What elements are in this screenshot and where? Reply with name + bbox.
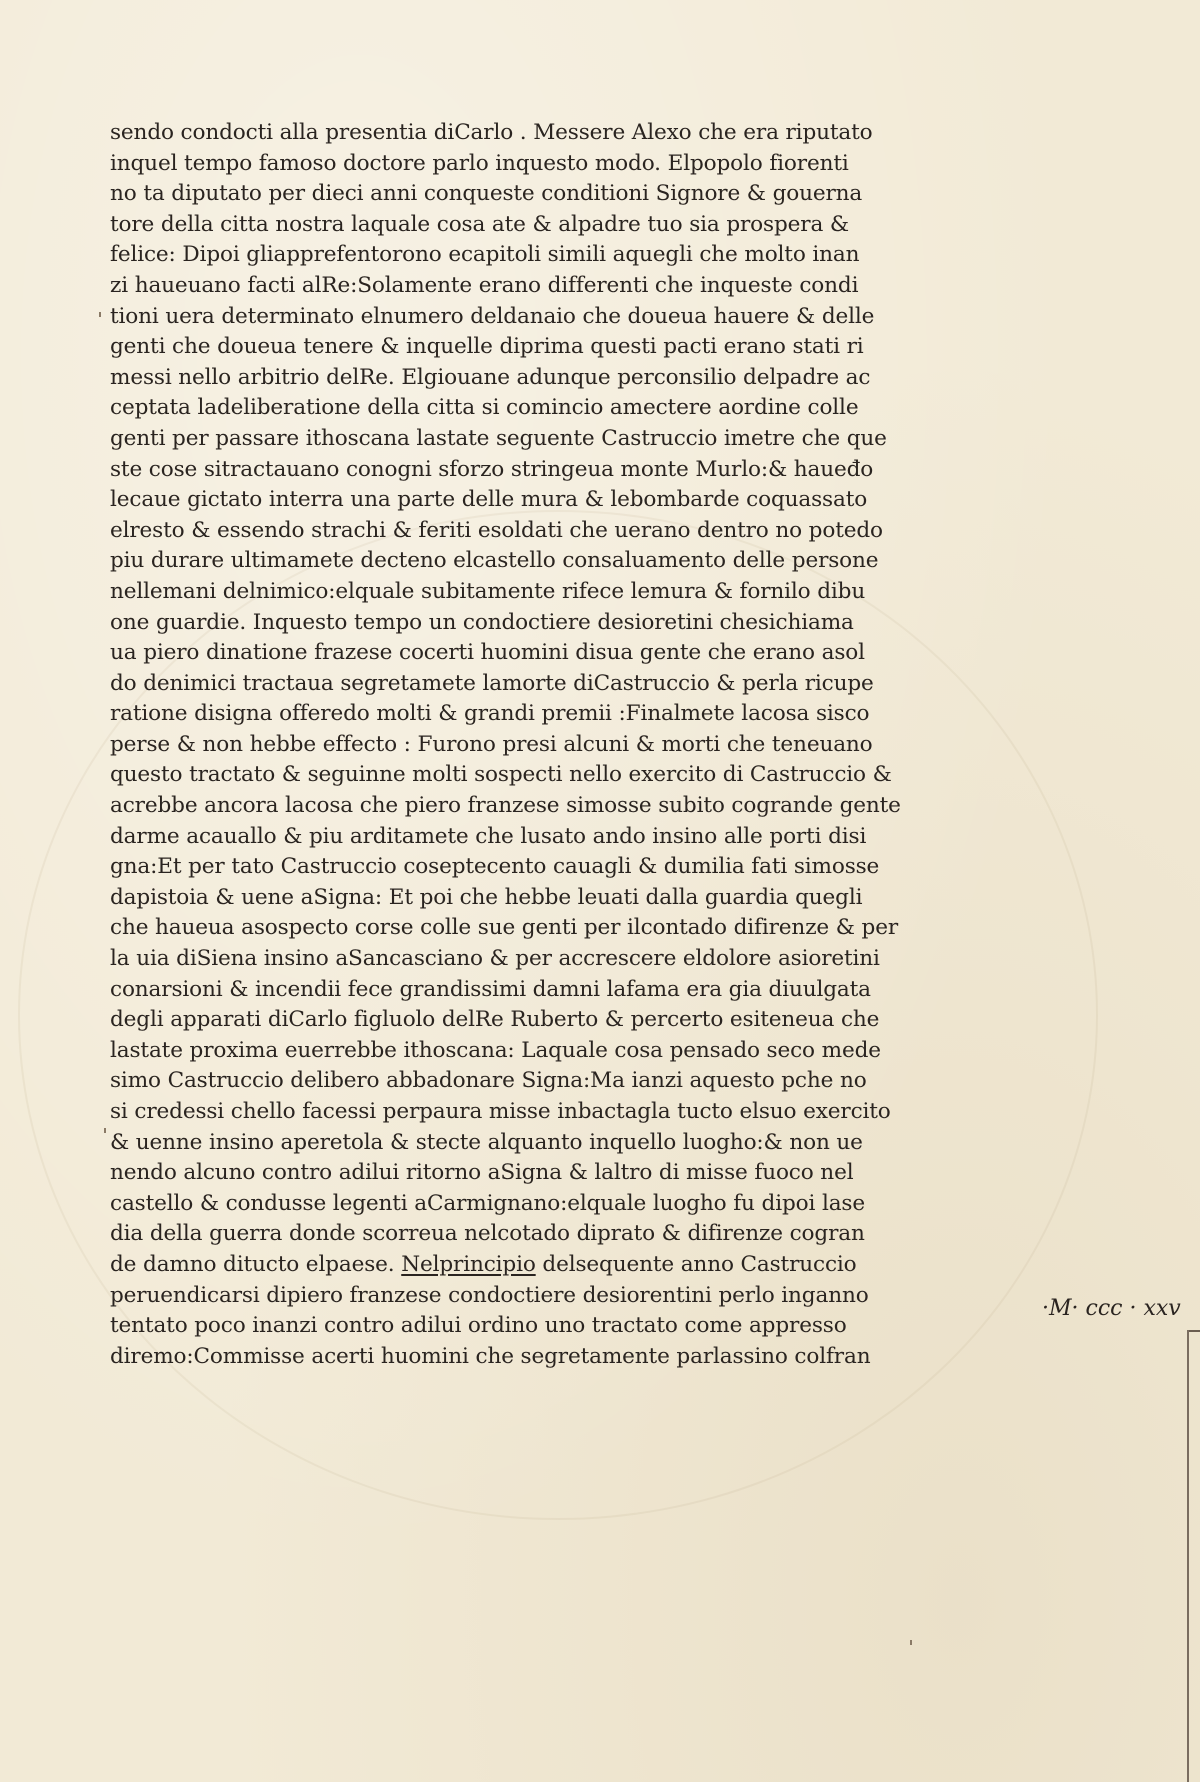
text-line: nendo alcuno contro adilui ritorno aSigna & laltro di misse fuoco nel	[110, 1160, 854, 1186]
text-line: inquel tempo famoso doctore parlo inquesto modo. Elpopolo fiorenti	[110, 150, 849, 176]
text-line: zi haueuano facti alRe:Solamente erano differenti che inqueste condi	[110, 272, 859, 298]
text-line: one guardie. Inquesto tempo un condoctiere desioretini chesichiama	[110, 609, 854, 635]
text-line: ceptata ladeliberatione della citta si comincio amectere aordine colle	[110, 395, 859, 421]
text-line: ua piero dinatione frazese cocerti huomini disua gente che erano asol	[110, 640, 865, 666]
paper-speck	[99, 312, 101, 317]
text-line: diremo:Commisse acerti huomini che segretamente parlassino colfran	[110, 1343, 871, 1369]
text-line: nellemani delnimico:elquale subitamente rifece lemura & fornilo dibu	[110, 578, 866, 604]
text-line: elresto & essendo strachi & feriti esoldati che uerano dentro no potedo	[110, 517, 883, 543]
text-line: simo Castruccio delibero abbadonare Signa:Ma ianzi aquesto pche no	[110, 1068, 867, 1094]
text-line: lecaue gictato interra una parte delle mura & lebombarde coquassato	[110, 487, 868, 513]
text-line: darme acauallo & piu arditamete che lusato ando insino alle porti disi	[110, 823, 867, 849]
line-head: de damno ditucto elpaese.	[110, 1251, 395, 1277]
text-line: acrebbe ancora lacosa che piero franzese simosse subito cogrande gente	[110, 793, 901, 819]
text-line: si credessi chello facessi perpaura misse inbactagla tucto elsuo exercito	[110, 1099, 891, 1124]
text-line: tentato poco inanzi contro adilui ordino uno tractato come appresso	[110, 1313, 847, 1339]
paper-speck	[910, 1640, 912, 1645]
line-tail: delsequente anno Castruccio	[535, 1251, 857, 1277]
text-line: peruendicarsi dipiero franzese condoctiere desiorentini perlo inganno	[110, 1282, 869, 1308]
text-line: tioni uera determinato elnumero deldanaio che doueua hauere & delle	[110, 303, 875, 329]
text-line: dia della guerra donde scorreua nelcotado diprato & difirenze cogran	[110, 1221, 865, 1247]
margin-rule-vertical	[1187, 1330, 1189, 1782]
text-line-with-underline	[110, 1250, 880, 1281]
text-line: dapistoia & uene aSigna: Et poi che hebbe leuati dalla guardia quegli	[110, 884, 863, 910]
text-line: castello & condusse legenti aCarmignano:elquale luogho fu dipoi lase	[110, 1190, 865, 1216]
text-line: felice: Dipoi gliapprefentorono ecapitoli simili aquegli che molto inan	[110, 242, 860, 268]
text-line: no ta diputato per dieci anni conqueste conditioni Signore & gouerna	[110, 181, 863, 207]
text-line: la uia diSiena insino aSancasciano & per accrescere eldolore asioretini	[110, 946, 880, 972]
text-line: gna:Et per tato Castruccio coseptecento cauagli & dumilia fati simosse	[110, 854, 880, 880]
text-line: ratione disigna offeredo molti & grandi premii :Finalmete lacosa sisco	[110, 701, 870, 727]
text-line: & uenne insino aperetola & stecte alquanto inquello luogho:& non ue	[110, 1129, 863, 1155]
text-line: tore della citta nostra laquale cosa ate & alpadre tuo sia prospera &	[110, 211, 849, 237]
underlined-word: Nelprincipio	[401, 1251, 536, 1277]
text-line: conarsioni & incendii fece grandissimi damni lafama era gia diuulgata	[110, 976, 871, 1002]
text-line: piu durare ultimamete decteno elcastello consaluamento delle persone	[110, 548, 879, 574]
text-line: questo tractato & seguinne molti sospecti nello exercito di Castruccio &	[110, 762, 892, 788]
text-line: lastate proxima euerrebbe ithoscana: Laquale cosa pensado seco mede	[110, 1037, 881, 1063]
text-line: genti per passare ithoscana lastate seguente Castruccio imetre che que	[110, 425, 887, 451]
text-line: che haueua asospecto corse colle sue genti per ilcontado difirenze & per	[110, 915, 899, 941]
text-line: sendo condocti alla presentia diCarlo . Messere Alexo che era riputato	[110, 120, 873, 145]
text-line: perse & non hebbe effecto : Furono presi alcuni & morti che teneuano	[110, 731, 873, 757]
text-line: ste cose sitractauano conogni sforzo stringeua monte Murlo:& haueđo	[110, 456, 874, 482]
text-line: messi nello arbitrio delRe. Elgiouane adunque perconsilio delpadre ac	[110, 364, 871, 390]
paper-speck	[104, 1128, 106, 1133]
text-line: degli apparati diCarlo figluolo delRe Ruberto & percerto esiteneua che	[110, 1007, 880, 1033]
body-text	[110, 118, 901, 1372]
text-line: do denimici tractaua segretamete lamorte diCastruccio & perla ricupe	[110, 670, 874, 696]
margin-annotation: ·M· ccc · xxv	[1042, 1296, 1181, 1321]
text-line: genti che doueua tenere & inquelle diprima questi pacti erano stati ri	[110, 334, 864, 360]
